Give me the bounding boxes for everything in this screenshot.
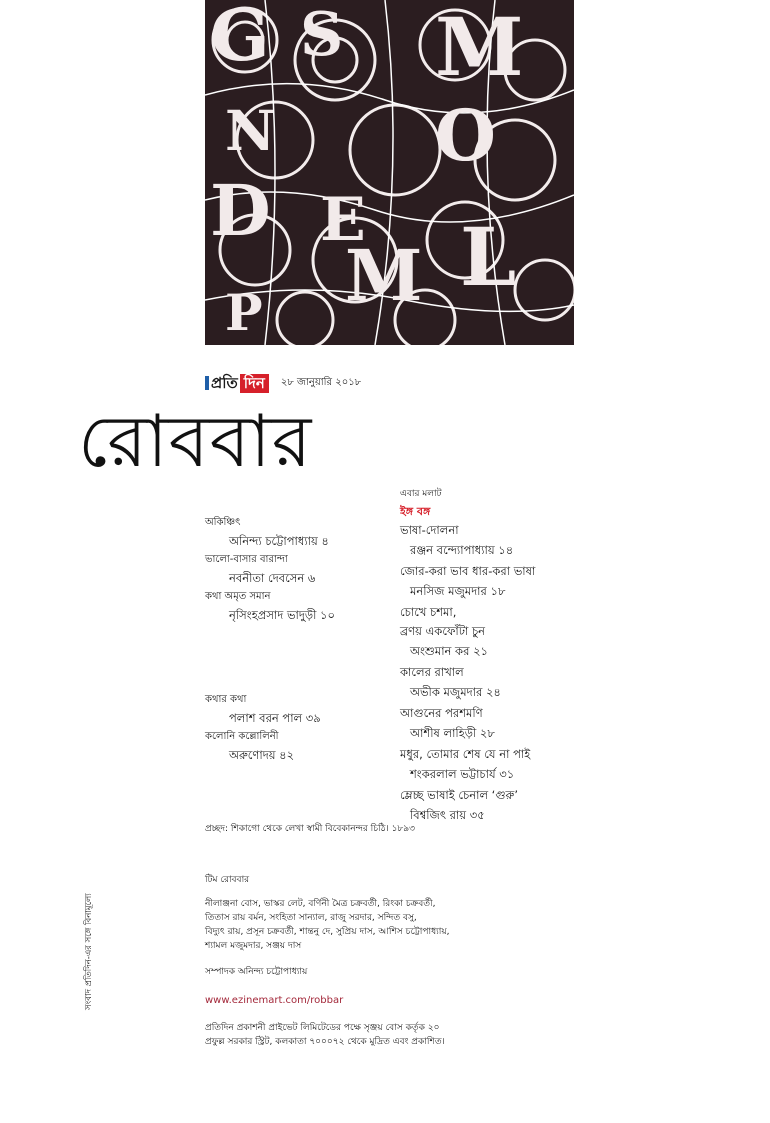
svg-text:E: E <box>320 185 366 255</box>
article-author: অভীক মজুমদার ২৪ <box>410 685 501 699</box>
team-members-line: নীলাঞ্জনা বোস, ভাস্কর লেট, বর্ণিনী মৈত্র চক্রবর্তী, রিংকা চক্রবর্তী, <box>205 899 436 909</box>
cover-story-title: ইঙ্গ বঙ্গ <box>400 505 431 518</box>
contents-right <box>400 487 600 827</box>
svg-text:N: N <box>225 98 276 163</box>
svg-text:L: L <box>460 210 517 304</box>
article-title: মধুর, তোমার শেষ যে না পাই <box>400 747 531 761</box>
article-title: কালের রাখাল <box>400 665 464 679</box>
team-members-line: তিতাস রায় বর্মন, সংহিতা সান্যাল, রাজু সরদার, সন্দিত বসু, <box>205 913 417 923</box>
issue-date: ২৮ জানুয়ারি ২০১৮ <box>280 376 362 388</box>
section-label: কথার কথা <box>205 694 247 705</box>
svg-text:G: G <box>210 0 270 77</box>
article-author: অংশুমান কর ২১ <box>410 644 489 658</box>
cover-illustration <box>205 0 574 345</box>
author-line: অরুণোদয় ৪২ <box>229 748 295 762</box>
section-label: ভালো-বাসার বারান্দা <box>205 554 288 565</box>
logo-text-left: প্রতি <box>211 373 238 392</box>
masthead <box>205 372 361 394</box>
ornamental-letters-art <box>205 0 574 345</box>
logo-mark-icon <box>205 376 209 390</box>
article-title: চোখে চশমা, <box>400 605 457 619</box>
contents-left <box>205 515 405 766</box>
credits-block <box>205 873 535 1049</box>
article-author: আশীষ লাহিড়ী ২৮ <box>410 726 495 740</box>
article-title: আগুনের পরশমণি <box>400 706 483 720</box>
cover-story-label: এবার মলাট <box>400 489 442 499</box>
section-label: কথা অমৃত সমান <box>205 591 271 602</box>
svg-text:M: M <box>435 0 524 94</box>
svg-text:M: M <box>345 234 423 317</box>
team-members-line: বিদ্যুৎ রায়, প্রসূন চক্রবর্তী, শান্তনু দে, সুপ্রিয় দাস, আশিস চট্টোপাধ্যায়, <box>205 927 450 937</box>
article-author: শংকরলাল ভট্টাচার্য ৩১ <box>410 767 515 781</box>
article-author: মনসিজ মজুমদার ১৮ <box>410 584 506 598</box>
svg-text:O: O <box>435 94 496 177</box>
article-author: বিশ্বজিৎ রায় ৩৫ <box>410 808 485 822</box>
team-heading: টিম রোববার <box>205 875 250 885</box>
logo-text-right: দিন <box>240 374 269 393</box>
editor-credit: সম্পাদক অনিন্দ্য চট্টোপাধ্যায় <box>205 967 308 977</box>
svg-text:S: S <box>300 0 344 70</box>
pratidin-logo <box>205 374 269 393</box>
svg-text:P: P <box>225 283 263 342</box>
article-title: ম্লেচ্ছ ভাষাই চেনাল ‘গুরু’ <box>400 788 519 802</box>
article-title: ভাষা-দোলনা <box>400 523 459 537</box>
website-link[interactable]: www.ezinemart.com/robbar <box>205 995 344 1006</box>
article-author: রঞ্জন বন্দ্যোপাধ্যায় ১৪ <box>410 543 514 557</box>
publisher-line: প্রতিদিন প্রকাশনী প্রাইভেট লিমিটেডের পক্ষে সৃঞ্জয় বোস কর্তৃক ২০ <box>205 1023 440 1033</box>
publisher-line: প্রফুল্ল সরকার স্ট্রিট, কলকাতা ৭০০০৭২ থেকে মুদ্রিত এবং প্রকাশিত। <box>205 1037 445 1047</box>
article-title: জোর-করা ভাব ধার-করা ভাষা <box>400 564 536 578</box>
free-supplement-note: সংবাদ প্রতিদিন-এর সঙ্গে বিনামূল্যে <box>84 893 94 1010</box>
article-title-line2: ব্রণয় একফোঁটা চুন <box>400 624 486 638</box>
author-line: অনিন্দ্য চট্টোপাধ্যায় ৪ <box>229 534 329 548</box>
section-label: অকিঞ্চিৎ <box>205 517 241 528</box>
svg-text:D: D <box>210 169 271 252</box>
section-label: কলোনি কল্লোলিনী <box>205 731 279 742</box>
author-line: পলাশ বরন পাল ৩৯ <box>229 711 321 725</box>
team-members-line: শ্যামল মজুমদার, সঞ্জয় দাস <box>205 941 302 951</box>
cover-caption: প্রচ্ছদ: শিকাগো থেকে লেখা স্বামী বিবেকানন্দর চিঠি। ১৮৯৩ <box>205 824 415 834</box>
magazine-title: রোববার <box>78 399 313 483</box>
author-line: নৃসিংহপ্রসাদ ভাদুড়ী ১০ <box>229 608 335 622</box>
author-line: নবনীতা দেবসেন ৬ <box>229 571 316 585</box>
